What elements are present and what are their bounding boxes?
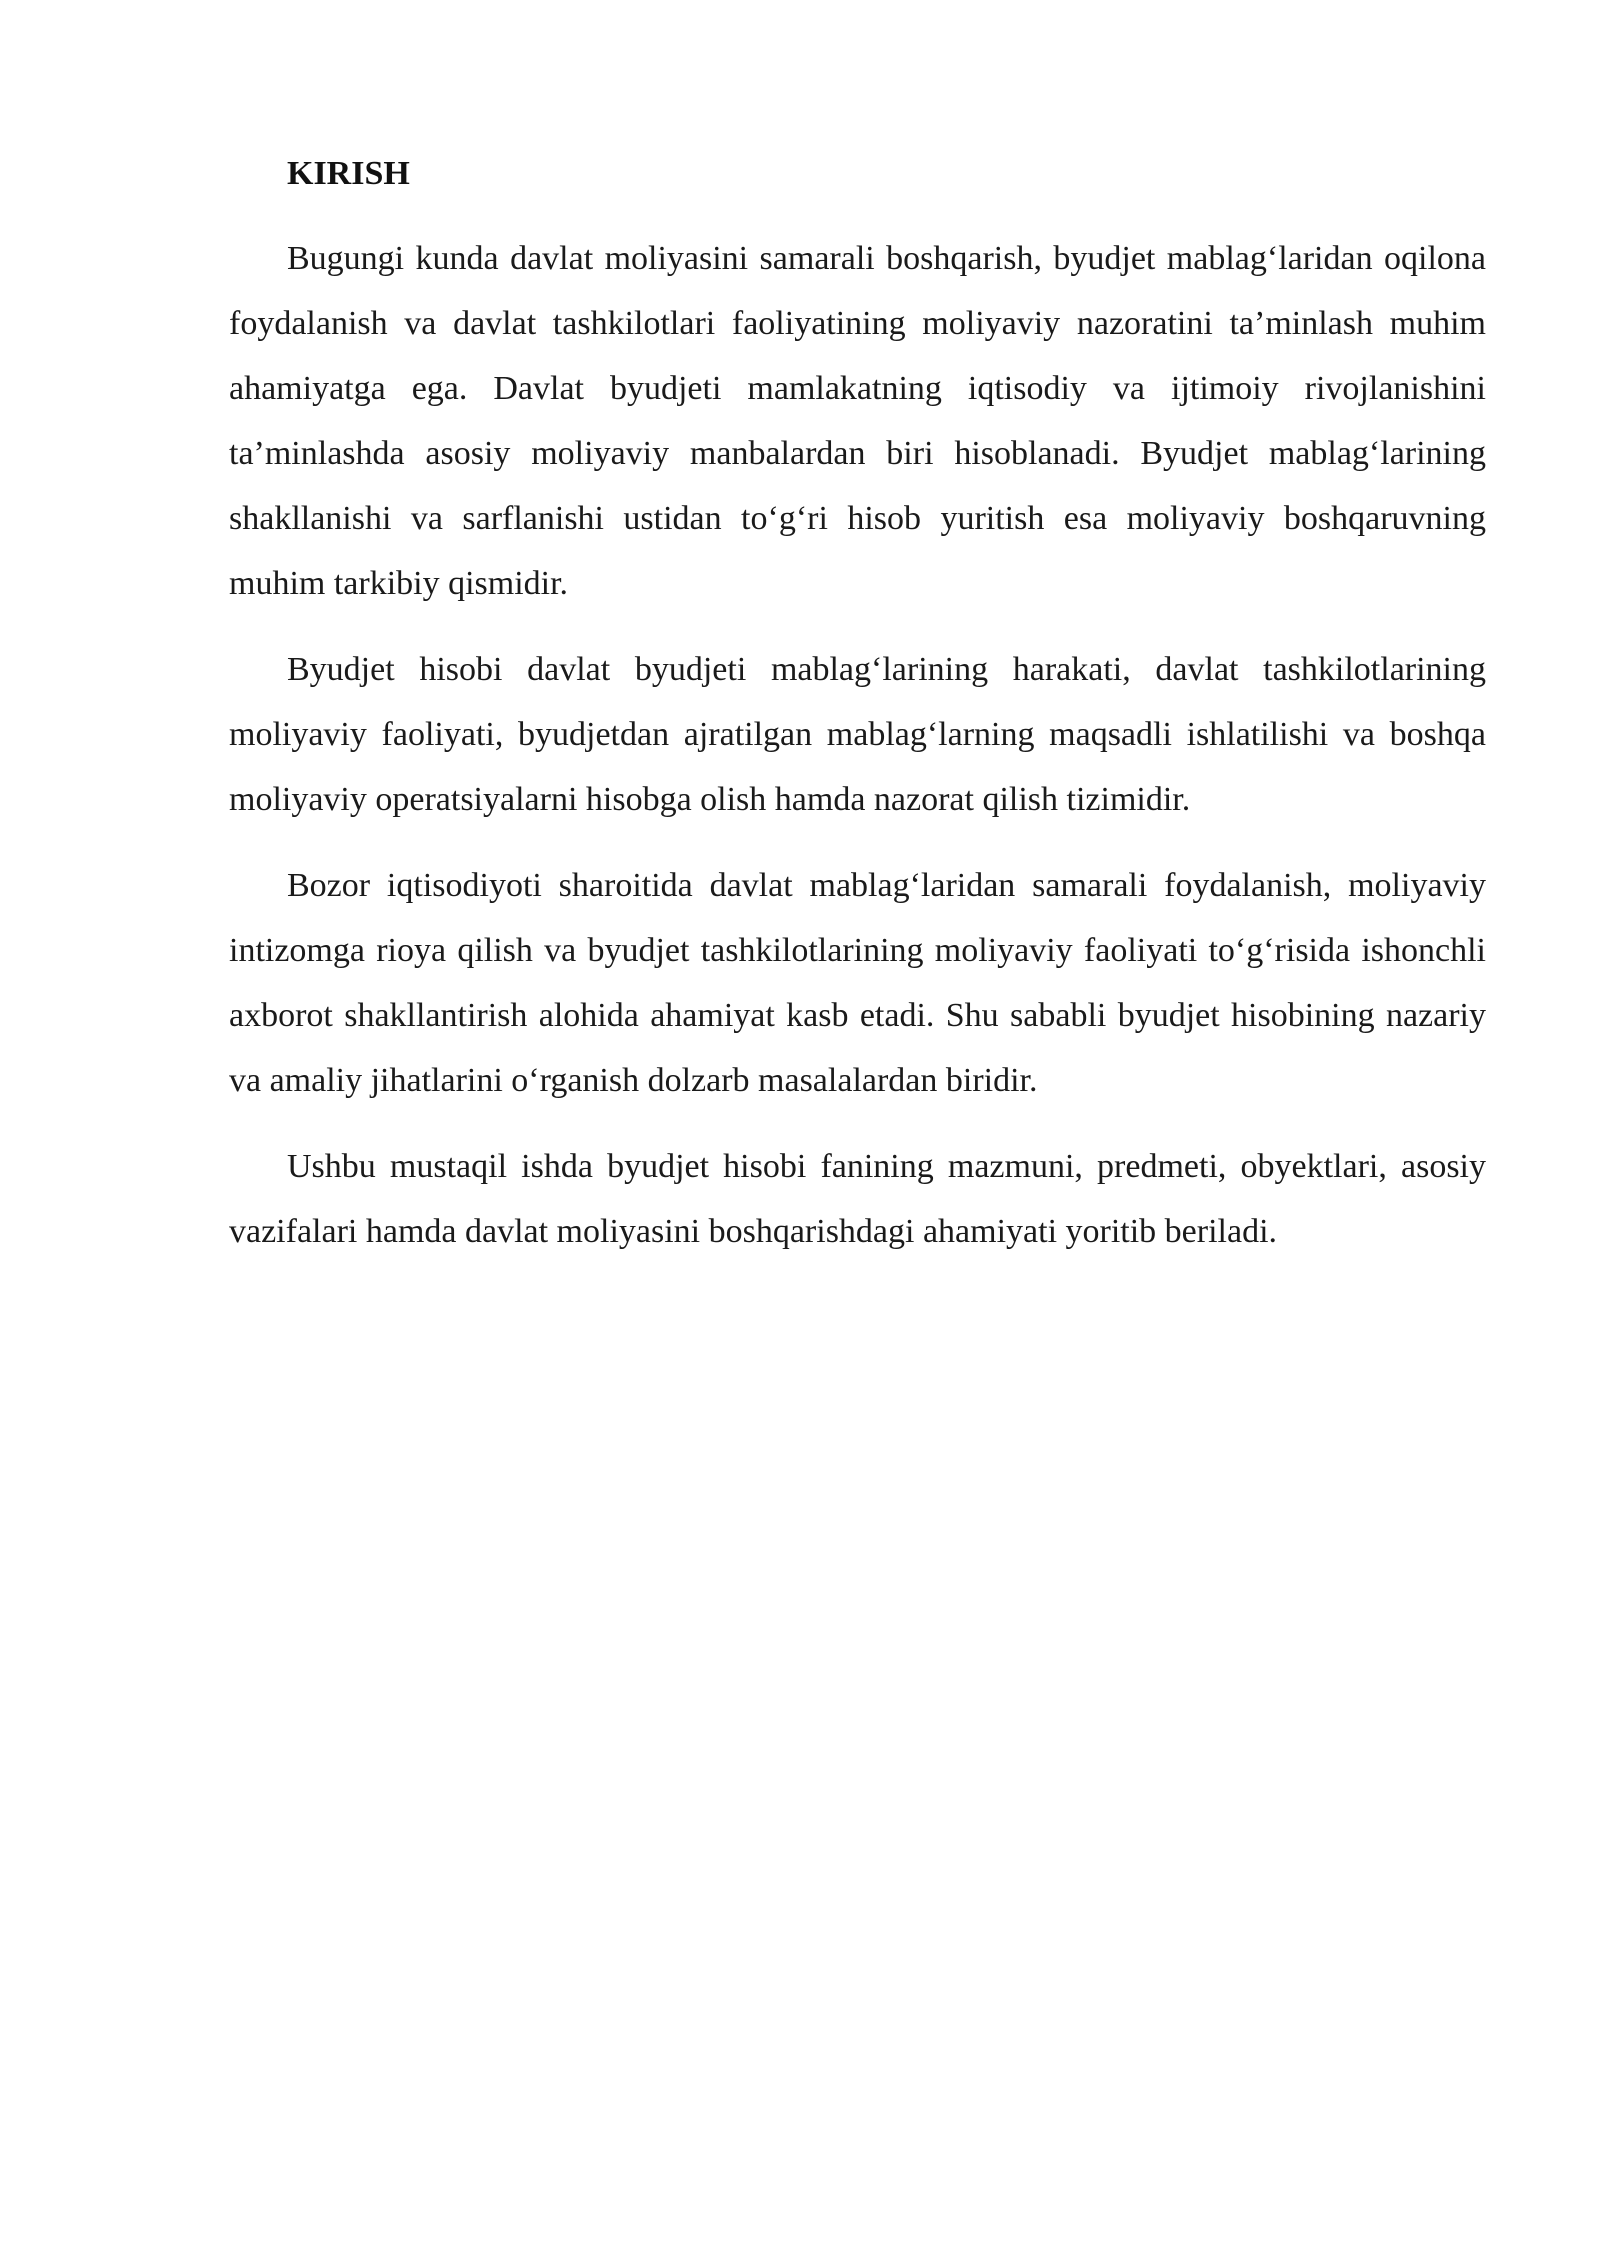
paragraph-3: Bozor iqtisodiyoti sharoitida davlat mablag‘laridan samarali foydalanish, moliyaviy intizomga rioya qilish va byudjet tashkilotlarining moliyaviy faoliyati to‘g‘risida ishonchli axborot shakllantirish alohida ahamiyat kasb etadi. Shu sababli byudjet hisobining nazariy va amaliy jihatlarini o‘rganish dolzarb masalalardan biridir. xyxy=(229,867,1486,1099)
document-body xyxy=(229,148,1486,1285)
section-heading: KIRISH xyxy=(287,155,410,192)
paragraph-1: Bugungi kunda davlat moliyasini samarali boshqarish, byudjet mablag‘laridan oqilona foydalanish va davlat tashkilotlari faoliyatining moliyaviy nazoratini ta’minlash muhim ahamiyatga ega. Davlat byudjeti mamlakatning iqtisodiy va ijtimoiy rivojlanishini ta’minlashda asosiy moliyaviy manbalardan biri hisoblanadi. Byudjet mablag‘larining shakllanishi va sarflanishi ustidan to‘g‘ri hisob yuritish esa moliyaviy boshqaruvning muhim tarkibiy qismidir. xyxy=(229,240,1486,602)
paragraph-4: Ushbu mustaqil ishda byudjet hisobi fanining mazmuni, predmeti, obyektlari, asosiy vazifalari hamda davlat moliyasini boshqarishdagi ahamiyati yoritib beriladi. xyxy=(229,1148,1486,1250)
paragraph-2: Byudjet hisobi davlat byudjeti mablag‘larining harakati, davlat tashkilotlarining moliyaviy faoliyati, byudjetdan ajratilgan mablag‘larning maqsadli ishlatilishi va boshqa moliyaviy operatsiyalarni hisobga olish hamda nazorat qilish tizimidir. xyxy=(229,651,1486,818)
